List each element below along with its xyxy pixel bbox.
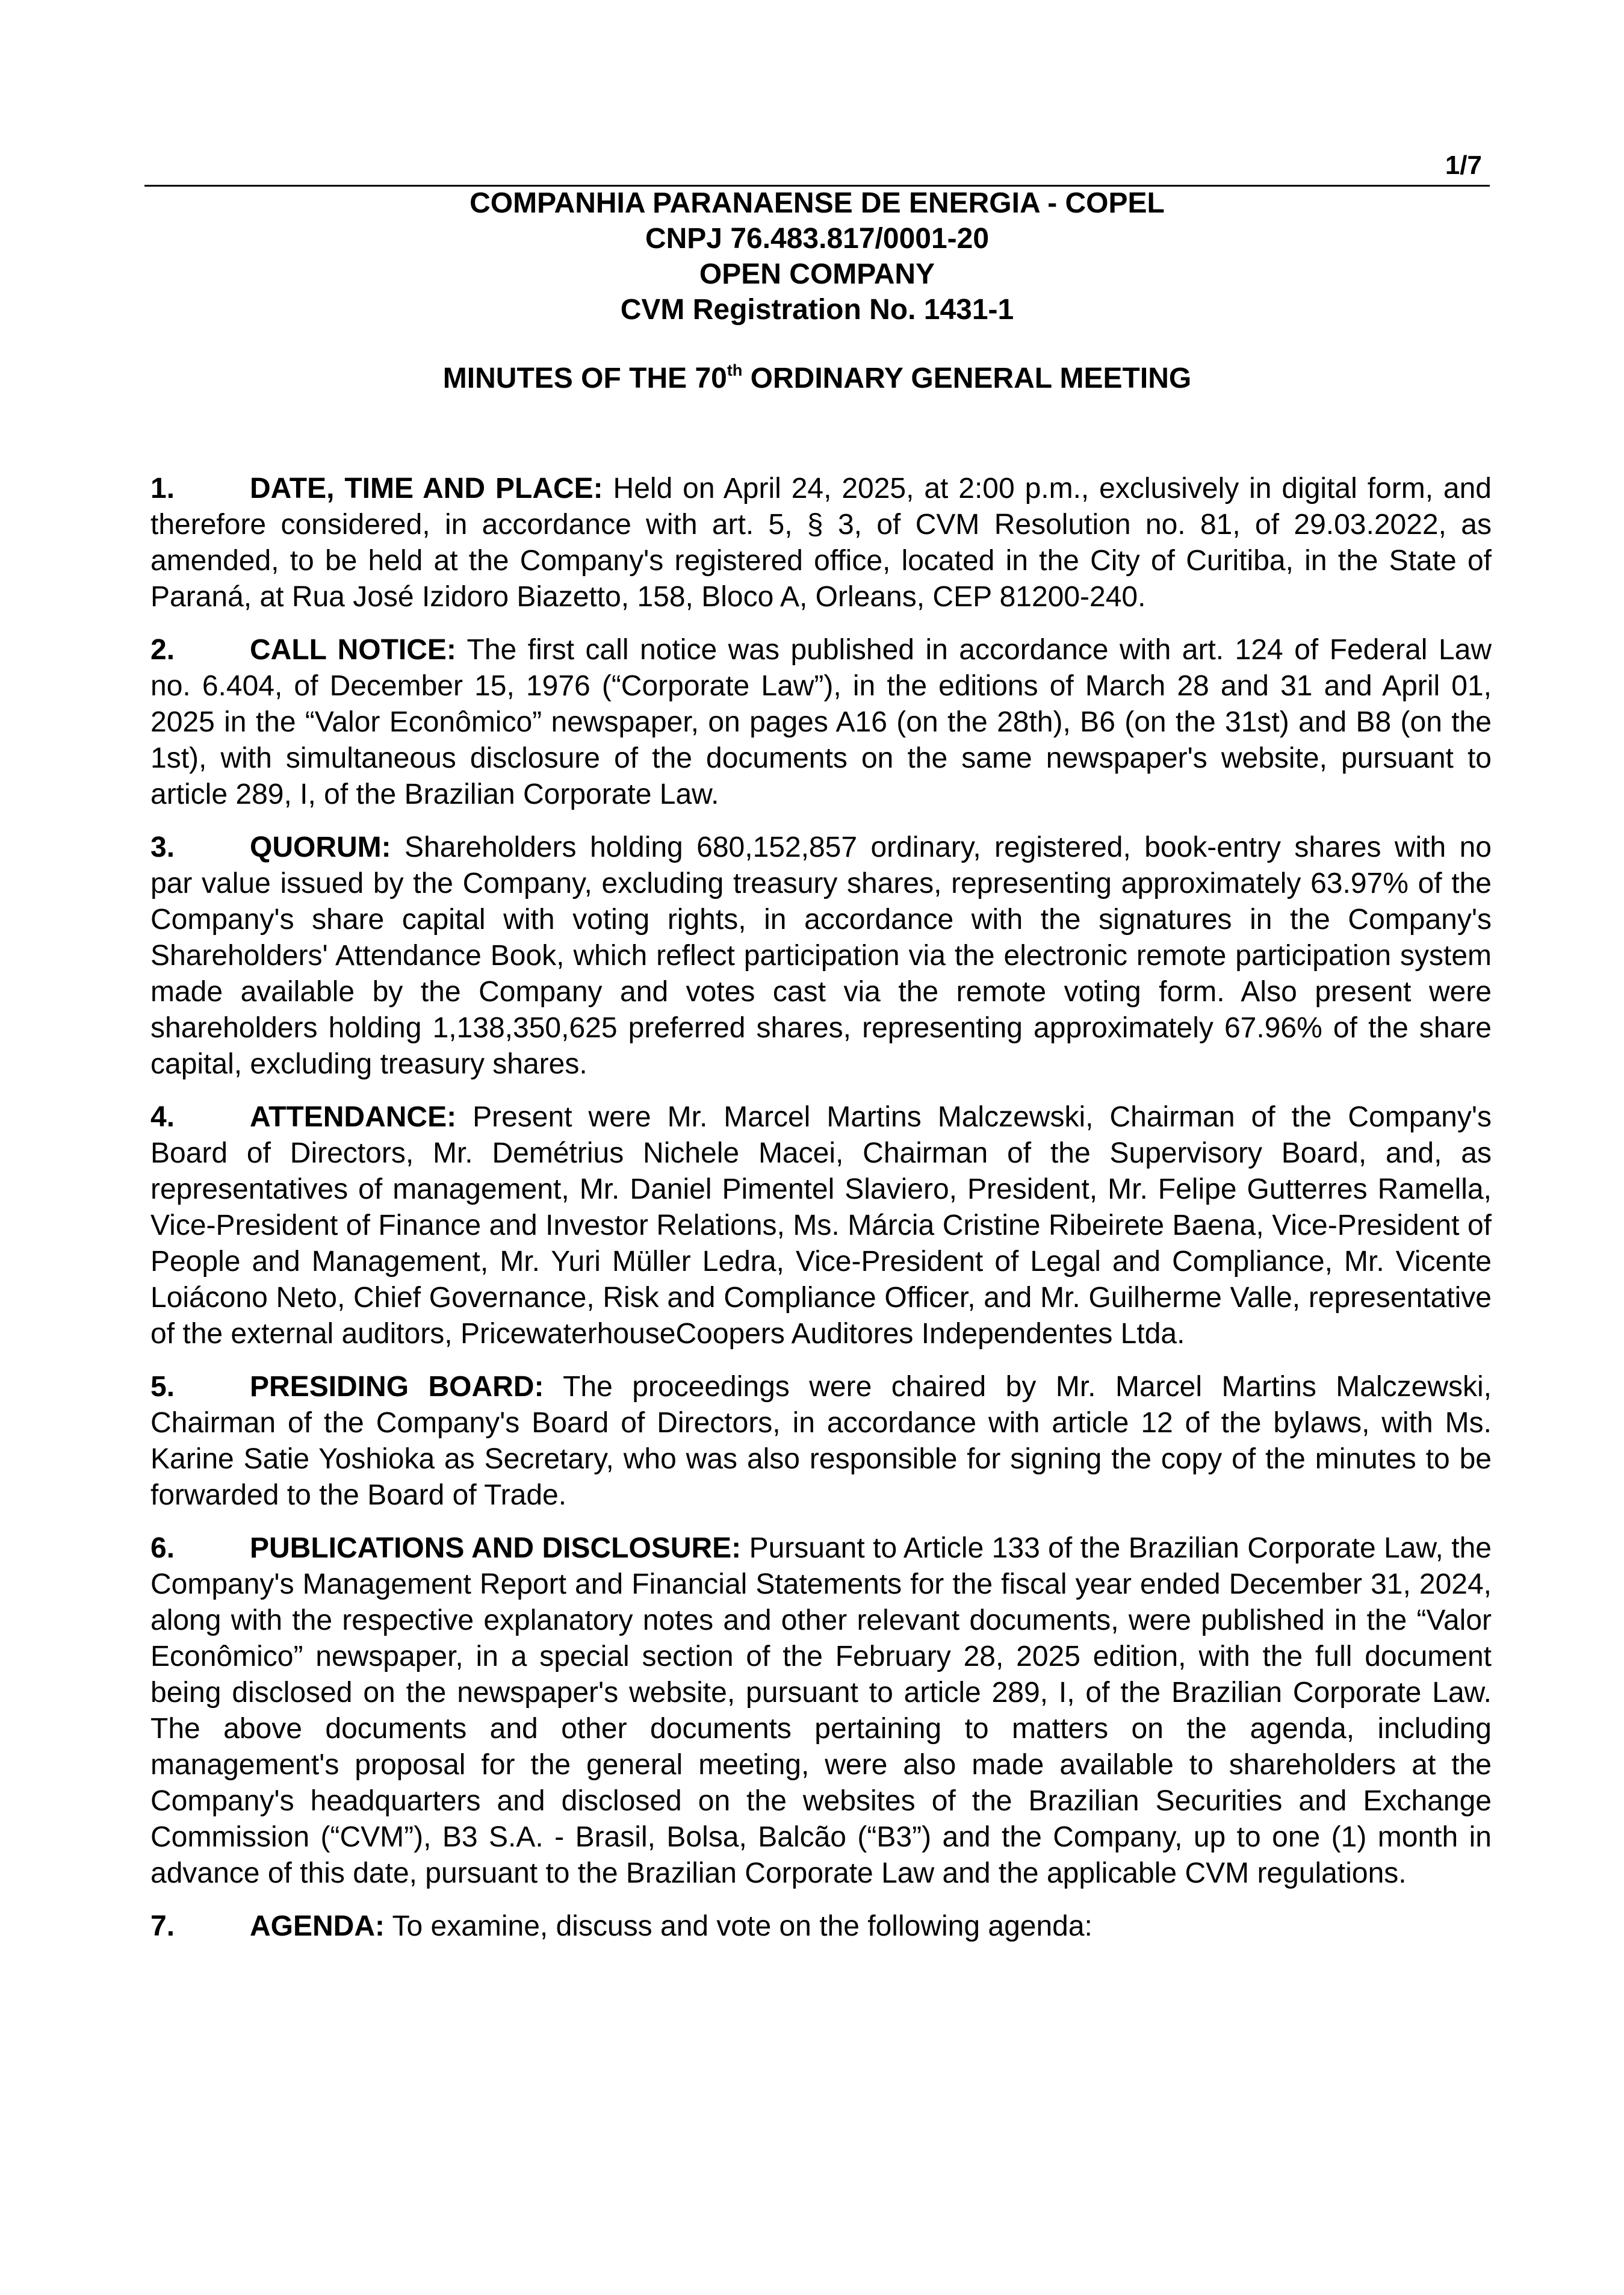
section-text: Shareholders holding 680,152,857 ordinary, registered, book-entry shares with no par value issued by the Company, excluding treasury shares, representing approximately 63.97% of the Company's share capital with voting rights, in accordance with the signatures in the Company's Shareholders' Attendance Book, which reflect participation via the electronic remote participation system made available by the Company and votes cast via the remote voting form. Also present were shareholders holding 1,138,350,625 preferred shares, representing approximately 67.96% of the share capital, excluding treasury shares. [150,831,1492,1080]
section-number: 4. [150,1101,175,1133]
cvm-registration: CVM Registration No. 1431-1 [620,294,1014,326]
section-heading: CALL NOTICE: [250,634,456,666]
section-text: To examine, discuss and vote on the following agenda: [385,1910,1092,1942]
section-heading: PUBLICATIONS AND DISCLOSURE: [250,1532,742,1564]
company-name: COMPANHIA PARANAENSE DE ENERGIA - COPEL [470,187,1165,219]
section-heading: ATTENDANCE: [250,1101,457,1133]
section-publications-disclosure [150,1530,1492,1892]
minutes-body [150,471,1492,1961]
section-text: The proceedings were chaired by Mr. Marcel Martins Malczewski, Chairman of the Company's Board of Directors, in accordance with article 12 of the bylaws, with Ms. Karine Satie Yoshioka as Secretary, who was also responsible for signing the copy of the minutes to be forwarded to the Board of Trade. [150,1371,1492,1511]
section-presiding-board [150,1369,1492,1514]
section-number: 1. [150,473,175,505]
section-attendance [150,1099,1492,1352]
company-cnpj: CNPJ 76.483.817/0001-20 [645,223,990,255]
section-number: 7. [150,1910,175,1942]
section-number: 5. [150,1371,175,1403]
section-quorum [150,830,1492,1082]
section-agenda [150,1908,1492,1945]
company-type: OPEN COMPANY [699,258,935,290]
section-call-notice [150,632,1492,813]
company-header [144,185,1490,328]
section-heading: PRESIDING BOARD: [250,1371,544,1403]
title-prefix: MINUTES OF THE 70 [442,362,727,394]
section-text: The first call notice was published in accordance with art. 124 of Federal Law no. 6.404, of December 15, 1976 (“Corporate Law”), in the editions of March 28 and 31 and April 01, 2025 in the “Valor Econômico” newspaper, on pages A16 (on the 28th), B6 (on the 31st) and B8 (on the 1st), with simultaneous disclosure of the documents on the same newspaper's website, pursuant to article 289, I, of the Brazilian Corporate Law. [150,634,1492,810]
section-text: Present were Mr. Marcel Martins Malczewski, Chairman of the Company's Board of Directors, Mr. Demétrius Nichele Macei, Chairman of the Supervisory Board, and, as representatives of management, Mr. Daniel Pimentel Slaviero, President, Mr. Felipe Gutterres Ramella, Vice-President of Finance and Investor Relations, Ms. Márcia Cristine Ribeirete Baena, Vice-President of People and Management, Mr. Yuri Müller Ledra, Vice-President of Legal and Compliance, Mr. Vicente Loiácono Neto, Chief Governance, Risk and Compliance Officer, and Mr. Guilherme Valle, representative of the external auditors, PricewaterhouseCoopers Auditores Independentes Ltda. [150,1101,1492,1350]
section-number: 6. [150,1532,175,1564]
section-number: 2. [150,634,175,666]
section-number: 3. [150,831,175,863]
section-text: Held on April 24, 2025, at 2:00 p.m., exclusively in digital form, and therefore considered, in accordance with art. 5, § 3, of CVM Resolution no. 81, of 29.03.2022, as amended, to be held at the Company's registered office, located in the City of Curitiba, in the State of Paraná, at Rua José Izidoro Biazetto, 158, Bloco A, Orleans, CEP 81200-240. [150,473,1492,613]
page-number: 1/7 [1445,151,1482,180]
title-ordinal-suffix: th [727,361,743,379]
minutes-title [144,361,1490,396]
section-text: Pursuant to Article 133 of the Brazilian Corporate Law, the Company's Management Report and Financial Statements for the fiscal year ended December 31, 2024, along with the respective explanatory notes and other relevant documents, were published in the “Valor Econômico” newspaper, in a special section of the February 28, 2025 edition, with the full document being disclosed on the newspaper's website, pursuant to article 289, I, of the Brazilian Corporate Law. The above documents and other documents pertaining to matters on the agenda, including management's proposal for the general meeting, were also made available to shareholders at the Company's headquarters and disclosed on the websites of the Brazilian Securities and Exchange Commission (“CVM”), B3 S.A. - Brasil, Bolsa, Balcão (“B3”) and the Company, up to one (1) month in advance of this date, pursuant to the Brazilian Corporate Law and the applicable CVM regulations. [150,1532,1492,1889]
section-date-time-place [150,471,1492,615]
title-suffix: ORDINARY GENERAL MEETING [742,362,1192,394]
section-heading: QUORUM: [250,831,391,863]
section-heading: DATE, TIME AND PLACE: [250,473,603,505]
section-heading: AGENDA: [250,1910,385,1942]
